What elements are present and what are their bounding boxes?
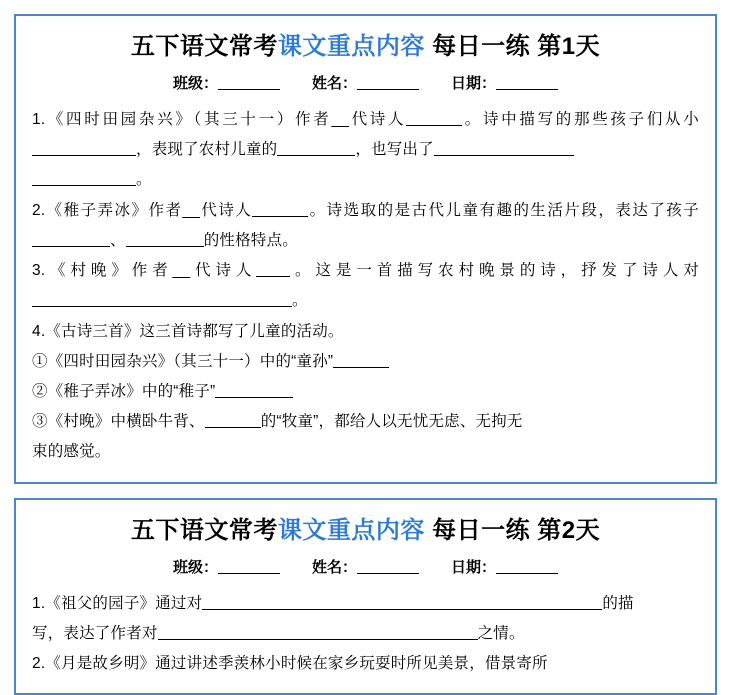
card-title-suffix: 每日一练 第1天 <box>424 33 601 60</box>
question-4-item-3 <box>32 407 699 467</box>
meta-row-day2 <box>32 556 699 577</box>
meta-name-label-2: 姓名： <box>311 558 357 576</box>
meta-class <box>173 72 280 93</box>
q3-text-d: 。 <box>292 292 308 310</box>
card2-title-accent: 课文重点内容 <box>277 516 425 544</box>
meta-date-2 <box>451 556 558 577</box>
d2q1-text-b: 的描 <box>602 594 634 612</box>
d2q1-text-c: 写，表达了作者对 <box>32 624 158 642</box>
d2q1-blank-1[interactable] <box>202 596 602 610</box>
card-title-day2 <box>32 516 699 546</box>
q3-blank-1[interactable] <box>256 263 290 277</box>
q1-blank-2[interactable] <box>32 142 136 156</box>
q2-text-b: 。诗选取的是古代儿童有趣的生活片 <box>308 201 582 219</box>
q1-blank-5[interactable] <box>32 172 136 186</box>
q3-blank-2[interactable] <box>32 293 292 307</box>
d2q2-text: 2.《月是故乡明》通过讲述季羡林小时候在家乡玩耍时所见美景，借景寄所 <box>32 655 548 673</box>
card2-title-prefix: 五下语文常考 <box>130 516 278 544</box>
q4b-blank[interactable] <box>215 384 293 398</box>
worksheet-card-day1 <box>14 14 717 484</box>
q1-text-e: ，也写出了 <box>355 141 434 159</box>
question-4 <box>32 317 699 347</box>
meta-date-label-2: 日期： <box>451 558 497 576</box>
q4b-text: ②《稚子弄冰》中的“稚子” <box>32 382 216 400</box>
day2-question-1 <box>32 589 699 649</box>
q4-text: 4.《古诗三首》这三首诗都写了儿童的活动。 <box>32 322 344 340</box>
meta-date-blank[interactable] <box>496 75 558 90</box>
meta-class-blank[interactable] <box>218 75 280 90</box>
day2-question-2 <box>32 649 699 679</box>
q4c-text-c: 束的感觉。 <box>32 443 111 461</box>
q2-blank-2[interactable] <box>32 233 110 247</box>
q2-text-d: 、 <box>110 231 126 249</box>
q1-text-d: ，表现了农村儿童的 <box>136 141 278 159</box>
q3-text-a: 3.《村晚》作者__代诗人 <box>32 262 257 280</box>
q1-text-a: 1.《四时田园杂兴》（其三十一）作者__代诗人 <box>32 111 407 128</box>
q4a-text: ①《四时田园杂兴》（其三十一）中的“童孙” <box>32 352 334 370</box>
q4c-text-a: ③《村晚》中横卧牛背、 <box>32 413 205 431</box>
meta-date-label: 日期： <box>451 75 497 92</box>
meta-class-2 <box>173 556 280 577</box>
q4c-blank[interactable] <box>205 414 261 428</box>
d2q1-text-a: 1.《祖父的园子》通过对 <box>32 594 203 612</box>
meta-class-label-2: 班级： <box>172 558 218 576</box>
q2-text-a: 2.《稚子弄冰》作者__代诗人 <box>32 201 253 219</box>
q1-blank-3[interactable] <box>277 142 355 156</box>
question-4-item-1 <box>32 347 699 377</box>
meta-class-label: 班级： <box>172 75 218 92</box>
question-4-item-2 <box>32 377 699 407</box>
meta-name-blank-2[interactable] <box>357 559 419 574</box>
q4c-text-b: 的“牧童”，都给人以无忧无虑、无拘无 <box>260 413 523 431</box>
meta-name <box>312 72 419 93</box>
card-title-day1 <box>32 32 699 62</box>
q2-text-e: 的性格特点。 <box>203 231 298 249</box>
meta-name-blank[interactable] <box>357 75 419 90</box>
card-title-prefix: 五下语文常考 <box>130 33 278 60</box>
q1-blank-1[interactable] <box>406 112 462 126</box>
card-body-day2 <box>32 589 699 680</box>
q1-text-f: 。 <box>136 171 152 189</box>
q2-blank-1[interactable] <box>252 203 308 217</box>
card-title-accent: 课文重点内容 <box>277 33 425 60</box>
q3-text-c: 对 <box>683 262 699 280</box>
card-body-day1 <box>32 105 699 468</box>
meta-date <box>451 72 558 93</box>
meta-name-2 <box>312 556 419 577</box>
meta-row-day1 <box>32 72 699 93</box>
d2q1-blank-2[interactable] <box>158 626 478 640</box>
q3-text-b: 。这是一首描写农村晚景的诗，抒发了诗人 <box>290 262 684 280</box>
q1-text-b: 。诗中描写的那些孩 <box>462 111 629 128</box>
q1-text-c: 子们从小 <box>628 111 699 128</box>
q2-blank-3[interactable] <box>126 233 204 247</box>
d2q1-text-d: 之情。 <box>477 624 525 642</box>
q2-text-c: 段，表达了孩子 <box>581 201 699 219</box>
meta-date-blank-2[interactable] <box>496 559 558 574</box>
meta-class-blank-2[interactable] <box>218 559 280 574</box>
worksheet-card-day2 <box>14 498 717 695</box>
question-1 <box>32 105 699 196</box>
q4a-blank[interactable] <box>333 354 389 368</box>
q1-blank-4[interactable] <box>434 142 574 156</box>
question-2 <box>32 196 699 256</box>
meta-name-label: 姓名： <box>311 75 357 92</box>
card2-title-suffix: 每日一练 第2天 <box>424 516 601 544</box>
question-3 <box>32 256 699 316</box>
